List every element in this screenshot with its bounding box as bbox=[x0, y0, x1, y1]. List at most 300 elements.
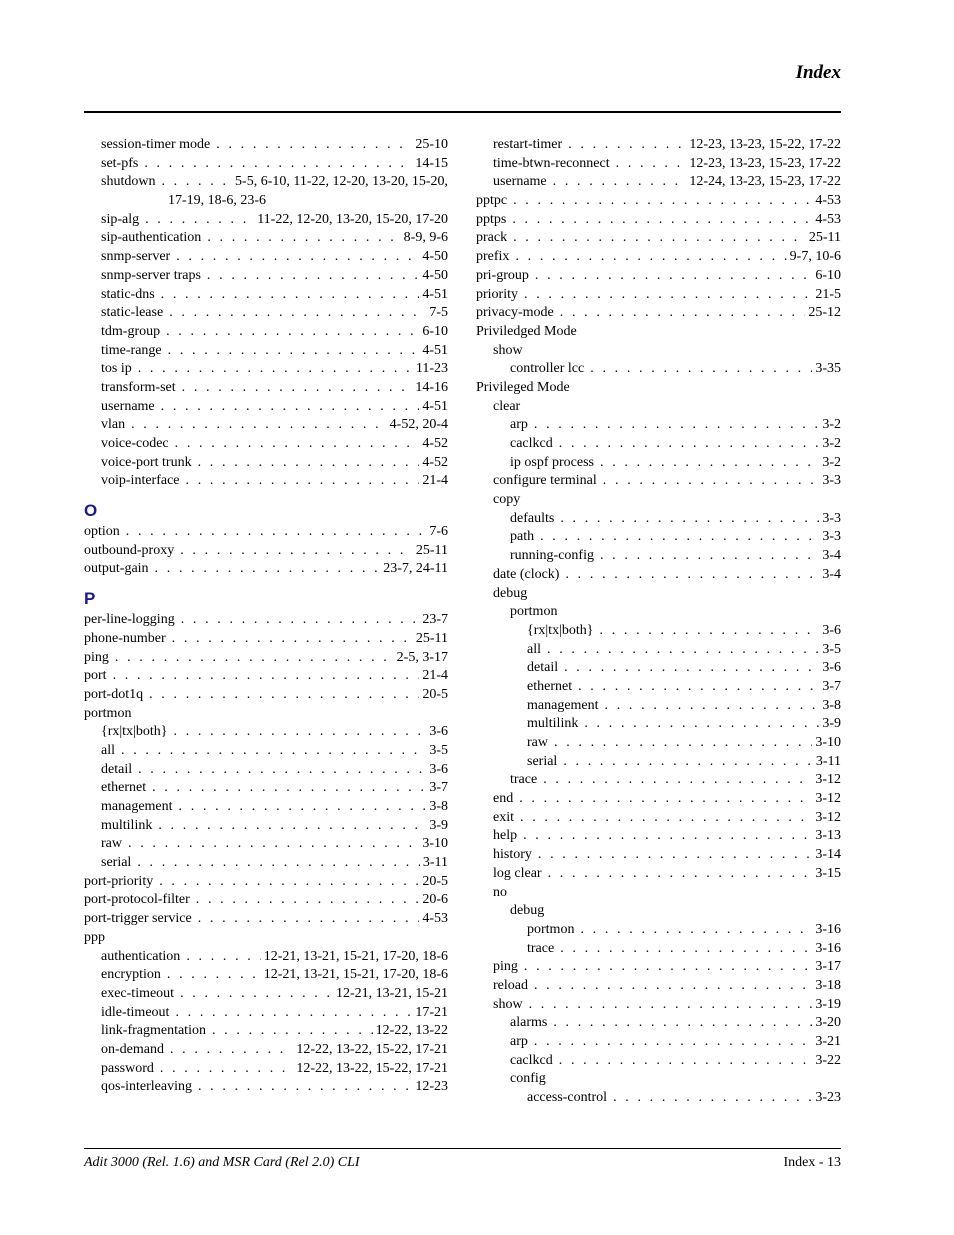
index-entry-term: log clear bbox=[493, 865, 542, 881]
index-entry-pages: 3-12 bbox=[815, 791, 841, 807]
index-entry-pages: 3-20 bbox=[815, 1015, 841, 1031]
index-entry-term: outbound-proxy bbox=[84, 542, 175, 558]
dot-leader bbox=[543, 771, 812, 790]
footer-page-number: Index - 13 bbox=[783, 1155, 841, 1170]
index-entry bbox=[476, 192, 841, 211]
index-entry-pages: 3-9 bbox=[822, 716, 841, 732]
index-entry-pages: 3-21 bbox=[815, 1034, 841, 1049]
index-entry bbox=[84, 686, 448, 705]
index-entry bbox=[84, 1022, 448, 1041]
dot-leader bbox=[216, 136, 412, 155]
index-entry bbox=[84, 1060, 448, 1079]
index-entry bbox=[84, 966, 448, 985]
index-column-right bbox=[476, 136, 841, 1108]
dot-leader bbox=[559, 435, 820, 454]
index-entry-pages: 4-50 bbox=[422, 249, 448, 265]
dot-leader bbox=[172, 630, 413, 649]
dot-leader bbox=[176, 248, 419, 267]
index-entry bbox=[84, 173, 448, 192]
dot-leader bbox=[131, 416, 387, 435]
dot-leader bbox=[169, 304, 426, 323]
dot-leader bbox=[137, 854, 420, 873]
index-entry bbox=[84, 454, 448, 473]
index-entry-term: multilink bbox=[527, 716, 579, 732]
dot-leader bbox=[547, 641, 819, 660]
index-entry-term: transform-set bbox=[101, 379, 176, 395]
index-entry bbox=[476, 641, 841, 660]
index-entry-pages: 12-24, 13-23, 15-23, 17-22 bbox=[689, 174, 841, 190]
index-entry-term: serial bbox=[101, 855, 132, 871]
index-entry-pages: 20-5 bbox=[422, 686, 448, 702]
index-entry bbox=[84, 667, 448, 686]
index-entry-pages: 3-4 bbox=[822, 548, 841, 564]
index-entry-term: arp bbox=[510, 1034, 528, 1049]
index-entry-pages: 4-51 bbox=[422, 398, 448, 414]
dot-leader bbox=[198, 1078, 412, 1097]
index-entry bbox=[84, 985, 448, 1004]
index-entry-pages: 12-23, 13-23, 15-22, 17-22 bbox=[689, 137, 841, 152]
dot-leader bbox=[170, 1041, 293, 1060]
index-entry-pages: 3-7 bbox=[429, 780, 448, 796]
index-group-heading: config bbox=[510, 1071, 546, 1087]
dot-leader bbox=[166, 323, 419, 342]
index-entry bbox=[84, 948, 448, 967]
index-entry bbox=[476, 921, 841, 940]
index-entry-term: raw bbox=[527, 735, 548, 750]
index-entry-pages: 3-6 bbox=[429, 761, 448, 777]
dot-leader bbox=[534, 977, 812, 996]
dot-leader bbox=[513, 229, 806, 248]
dot-leader bbox=[161, 398, 420, 417]
index-group-heading: clear bbox=[493, 398, 521, 414]
index-entry-pages: 3-2 bbox=[822, 436, 841, 451]
index-entry-term: serial bbox=[527, 753, 558, 769]
index-entry bbox=[476, 155, 841, 174]
index-entry bbox=[84, 1004, 448, 1023]
index-entry bbox=[476, 566, 841, 585]
index-entry-term: idle-timeout bbox=[101, 1004, 170, 1020]
index-group-heading: copy bbox=[493, 492, 521, 508]
index-entry-pages: 3-12 bbox=[815, 772, 841, 788]
index-entry-term: vlan bbox=[101, 417, 126, 433]
index-entry-pages: 23-7, 24-11 bbox=[383, 561, 448, 577]
index-entry-pages: 4-51 bbox=[422, 286, 448, 302]
dot-leader bbox=[175, 435, 420, 454]
index-entry bbox=[476, 472, 841, 491]
dot-leader bbox=[181, 611, 420, 630]
index-entry bbox=[84, 835, 448, 854]
index-entry-pages: 2-5, 3-17 bbox=[396, 649, 448, 665]
dot-leader bbox=[523, 827, 812, 846]
index-entry-pages: 25-11 bbox=[808, 230, 841, 246]
index-entry bbox=[476, 454, 841, 473]
index-entry bbox=[84, 649, 448, 668]
index-entry bbox=[84, 630, 448, 649]
index-group-heading: no bbox=[493, 884, 507, 900]
index-entry-term: date (clock) bbox=[493, 566, 560, 582]
dot-leader bbox=[580, 921, 812, 940]
index-entry-pages: 17-21 bbox=[415, 1004, 448, 1020]
index-entry-term: encryption bbox=[101, 967, 161, 983]
dot-leader bbox=[180, 985, 333, 1004]
index-entry-pages: 3-2 bbox=[822, 454, 841, 470]
dot-leader bbox=[535, 267, 812, 286]
index-entry-term: time-btwn-reconnect bbox=[493, 155, 610, 171]
index-entry bbox=[476, 211, 841, 230]
dot-leader bbox=[144, 155, 412, 174]
index-entry-term: port-trigger service bbox=[84, 911, 192, 927]
index-entry bbox=[476, 173, 841, 192]
dot-leader bbox=[600, 547, 819, 566]
index-entry-term: snmp-server bbox=[101, 249, 171, 265]
dot-leader bbox=[186, 472, 420, 491]
index-entry-term: shutdown bbox=[101, 174, 156, 190]
index-entry bbox=[84, 779, 448, 798]
index-entry bbox=[84, 723, 448, 742]
index-entry-term: reload bbox=[493, 977, 528, 993]
index-entry-term: voice-codec bbox=[101, 436, 169, 451]
dot-leader bbox=[553, 1014, 812, 1033]
index-entry-term: option bbox=[84, 524, 120, 540]
index-entry-term: pptpc bbox=[476, 193, 508, 209]
index-entry bbox=[84, 542, 448, 561]
index-entry bbox=[476, 827, 841, 846]
index-entry-term: priority bbox=[476, 286, 518, 302]
index-entry-term: sip-authentication bbox=[101, 230, 202, 246]
index-entry-pages: 4-53 bbox=[815, 211, 841, 227]
index-entry-term: session-timer mode bbox=[101, 137, 211, 152]
index-entry bbox=[84, 398, 448, 417]
index-entry-term: management bbox=[527, 697, 599, 713]
index-entry bbox=[476, 360, 841, 379]
dot-leader bbox=[584, 715, 819, 734]
index-entry bbox=[84, 761, 448, 780]
index-entry-pages: 12-22, 13-22 bbox=[375, 1023, 448, 1039]
index-group-heading: Privileged Mode bbox=[476, 379, 570, 395]
index-entry bbox=[476, 809, 841, 828]
index-entry bbox=[84, 286, 448, 305]
index-entry bbox=[476, 267, 841, 286]
index-entry-term: controller lcc bbox=[510, 361, 585, 377]
index-entry-term: defaults bbox=[510, 510, 555, 526]
index-entry-term: tos ip bbox=[101, 361, 132, 377]
index-entry-term: username bbox=[101, 398, 155, 414]
index-entry bbox=[84, 611, 448, 630]
index-entry-pages: 3-11 bbox=[422, 855, 448, 871]
dot-leader bbox=[212, 1022, 373, 1041]
index-entry bbox=[476, 865, 841, 884]
index-entry-term: password bbox=[101, 1060, 154, 1076]
index-entry bbox=[476, 304, 841, 323]
index-entry-term: configure terminal bbox=[493, 473, 597, 489]
index-group-heading: ppp bbox=[84, 929, 105, 945]
dot-leader bbox=[180, 542, 413, 561]
index-entry bbox=[84, 472, 448, 491]
dot-leader bbox=[590, 360, 812, 379]
index-entry-term: tdm-group bbox=[101, 323, 161, 339]
index-entry-term: qos-interleaving bbox=[101, 1079, 192, 1095]
index-entry-term: end bbox=[493, 791, 514, 807]
index-entry-pages: 7-6 bbox=[429, 524, 448, 540]
index-entry bbox=[84, 248, 448, 267]
index-entry bbox=[476, 622, 841, 641]
index-entry bbox=[476, 416, 841, 435]
index-entry-term: port-dot1q bbox=[84, 686, 144, 702]
index-entry-pages: 12-22, 13-22, 15-22, 17-21 bbox=[296, 1060, 448, 1076]
index-entry-term: trace bbox=[527, 940, 555, 956]
dot-leader bbox=[540, 528, 819, 547]
dot-leader bbox=[198, 910, 420, 929]
dot-leader bbox=[548, 865, 813, 884]
index-entry-term: port-protocol-filter bbox=[84, 892, 190, 908]
index-entry-pages: 3-17 bbox=[815, 959, 841, 975]
index-entry-term: snmp-server traps bbox=[101, 267, 201, 283]
index-entry-pages: 12-23, 13-23, 15-23, 17-22 bbox=[689, 155, 841, 171]
index-entry-term: ip ospf process bbox=[510, 454, 594, 470]
dot-leader bbox=[559, 1052, 813, 1071]
index-entry-pages: 21-4 bbox=[422, 473, 448, 489]
index-entry bbox=[476, 528, 841, 547]
index-entry-term: ping bbox=[493, 959, 518, 975]
index-entry-pages: 12-21, 13-21, 15-21, 17-20, 18-6 bbox=[263, 967, 448, 983]
index-entry-pages: 3-35 bbox=[815, 361, 841, 377]
index-entry-pages: 3-14 bbox=[815, 847, 841, 863]
index-section-letter: O bbox=[84, 501, 98, 521]
index-entry bbox=[84, 817, 448, 836]
index-entry-pages: 4-51 bbox=[422, 342, 448, 358]
index-entry-term: static-lease bbox=[101, 305, 164, 321]
index-entry bbox=[476, 715, 841, 734]
index-group-heading: debug bbox=[510, 903, 545, 919]
index-entry-term: alarms bbox=[510, 1015, 548, 1031]
index-entry bbox=[476, 286, 841, 305]
index-column-left bbox=[84, 136, 448, 1097]
dot-leader bbox=[174, 723, 427, 742]
dot-leader bbox=[538, 846, 812, 865]
index-entry-term: privacy-mode bbox=[476, 305, 554, 321]
index-entry-term: ping bbox=[84, 649, 109, 665]
index-entry-pages: 12-21, 13-21, 15-21, 17-20, 18-6 bbox=[263, 948, 448, 964]
index-entry-pages: 4-52 bbox=[422, 454, 448, 470]
index-entry bbox=[84, 854, 448, 873]
index-entry-term: caclkcd bbox=[510, 1052, 553, 1068]
index-entry bbox=[84, 742, 448, 761]
index-entry-pages: 4-53 bbox=[422, 911, 448, 927]
index-entry-term: authentication bbox=[101, 948, 181, 964]
index-entry bbox=[84, 379, 448, 398]
dot-leader bbox=[534, 416, 819, 435]
index-entry bbox=[476, 1033, 841, 1052]
dot-leader bbox=[126, 523, 427, 542]
index-entry-pages: 3-12 bbox=[815, 809, 841, 825]
dot-leader bbox=[149, 686, 419, 705]
index-entry-term: exit bbox=[493, 809, 514, 825]
index-entry-term: {rx|tx|both} bbox=[101, 724, 168, 740]
index-entry-pages: 3-5 bbox=[429, 742, 448, 758]
index-entry-term: time-range bbox=[101, 342, 162, 358]
index-entry bbox=[84, 229, 448, 248]
index-entry bbox=[476, 1014, 841, 1033]
header-rule bbox=[84, 111, 841, 113]
dot-leader bbox=[158, 817, 426, 836]
index-entry bbox=[476, 996, 841, 1015]
index-entry-pages: 3-8 bbox=[429, 799, 448, 814]
index-entry-term: port-priority bbox=[84, 873, 154, 889]
index-entry-pages: 4-52, 20-4 bbox=[389, 417, 448, 433]
dot-leader bbox=[520, 809, 812, 828]
dot-leader bbox=[605, 697, 820, 716]
index-entry bbox=[84, 891, 448, 910]
dot-leader bbox=[616, 155, 687, 174]
dot-leader bbox=[513, 192, 812, 211]
dot-leader bbox=[159, 873, 419, 892]
index-entry-term: {rx|tx|both} bbox=[527, 622, 594, 638]
index-entry bbox=[476, 771, 841, 790]
index-entry-pages: 3-3 bbox=[822, 510, 841, 526]
index-entry-pages: 6-10 bbox=[815, 267, 841, 283]
dot-leader bbox=[182, 379, 413, 398]
index-entry-term: voip-interface bbox=[101, 473, 180, 489]
dot-leader bbox=[196, 891, 420, 910]
index-entry-term: help bbox=[493, 828, 518, 844]
index-entry bbox=[476, 697, 841, 716]
index-entry-term: all bbox=[527, 641, 541, 657]
index-entry bbox=[84, 1041, 448, 1060]
index-entry bbox=[84, 360, 448, 379]
index-entry-pages: 3-10 bbox=[815, 735, 841, 750]
index-entry bbox=[476, 678, 841, 697]
index-entry-term: pptps bbox=[476, 211, 507, 227]
index-entry-pages: 12-22, 13-22, 15-22, 17-21 bbox=[296, 1041, 448, 1057]
index-entry-pages: 3-18 bbox=[815, 977, 841, 993]
index-entry bbox=[476, 940, 841, 959]
index-entry-term: arp bbox=[510, 417, 528, 433]
dot-leader bbox=[603, 472, 820, 491]
dot-leader bbox=[207, 267, 419, 286]
index-entry-term: link-fragmentation bbox=[101, 1023, 206, 1039]
index-entry bbox=[476, 977, 841, 996]
index-entry-pages: 20-5 bbox=[422, 873, 448, 889]
footer-document-title: Adit 3000 (Rel. 1.6) and MSR Card (Rel 2.0) CLI bbox=[84, 1155, 360, 1170]
index-entry-term: show bbox=[493, 996, 523, 1012]
index-entry-pages: 12-23 bbox=[415, 1079, 448, 1095]
index-entry-pages: 25-11 bbox=[415, 630, 448, 646]
index-entry-pages: 3-3 bbox=[822, 529, 841, 545]
index-entry-pages: 3-3 bbox=[822, 473, 841, 489]
index-group-heading: portmon bbox=[84, 705, 132, 721]
dot-leader bbox=[152, 779, 426, 798]
index-entry-pages: 3-4 bbox=[822, 566, 841, 582]
index-entry-pages: 3-8 bbox=[822, 697, 841, 713]
dot-leader bbox=[560, 940, 812, 959]
index-entry-pages: 3-23 bbox=[815, 1090, 841, 1106]
index-entry bbox=[476, 790, 841, 809]
index-entry-pages: 3-13 bbox=[815, 828, 841, 844]
index-entry bbox=[84, 416, 448, 435]
index-entry-pages: 3-22 bbox=[815, 1052, 841, 1068]
index-entry-term: prefix bbox=[476, 249, 510, 265]
index-entry bbox=[476, 1089, 841, 1108]
dot-leader bbox=[515, 248, 786, 267]
dot-leader bbox=[560, 304, 806, 323]
dot-leader bbox=[138, 761, 426, 780]
index-entry bbox=[476, 248, 841, 267]
index-entry bbox=[476, 229, 841, 248]
index-entry bbox=[476, 136, 841, 155]
dot-leader bbox=[128, 835, 419, 854]
index-entry-pages: 23-7 bbox=[422, 612, 448, 628]
index-entry-term: exec-timeout bbox=[101, 985, 175, 1001]
footer-rule bbox=[84, 1148, 841, 1149]
index-entry-pages: 25-11 bbox=[415, 542, 448, 558]
index-entry-pages: 8-9, 9-6 bbox=[403, 230, 448, 246]
index-entry bbox=[476, 753, 841, 772]
index-entry-pages: 9-7, 10-6 bbox=[789, 249, 841, 265]
index-entry-term: caclkcd bbox=[510, 436, 553, 451]
index-entry bbox=[476, 659, 841, 678]
dot-leader bbox=[565, 566, 819, 585]
index-entry-term: multilink bbox=[101, 817, 153, 833]
index-entry bbox=[84, 560, 448, 579]
dot-leader bbox=[613, 1089, 812, 1108]
index-entry-pages: 14-16 bbox=[415, 379, 448, 395]
index-entry-pages: 25-10 bbox=[415, 137, 448, 152]
index-entry bbox=[84, 873, 448, 892]
dot-leader bbox=[115, 649, 394, 668]
index-entry-term: path bbox=[510, 529, 535, 545]
index-entry bbox=[476, 1052, 841, 1071]
index-entry-pages: 3-6 bbox=[822, 660, 841, 676]
index-entry-term: detail bbox=[101, 761, 133, 777]
index-entry-term: detail bbox=[527, 660, 559, 676]
index-group-heading: show bbox=[493, 342, 523, 358]
index-entry-term: all bbox=[101, 742, 115, 758]
index-entry bbox=[84, 267, 448, 286]
dot-leader bbox=[524, 286, 812, 305]
page-header-title: Index bbox=[795, 62, 841, 83]
index-entry-pages: 3-19 bbox=[815, 996, 841, 1012]
index-entry-pages: 25-12 bbox=[808, 305, 841, 321]
index-group-heading: debug bbox=[493, 585, 528, 601]
index-entry bbox=[476, 547, 841, 566]
index-entry-term: output-gain bbox=[84, 561, 149, 577]
index-entry-pages: 3-16 bbox=[815, 940, 841, 956]
index-entry-pages: 12-21, 13-21, 15-21 bbox=[336, 985, 448, 1001]
index-entry-term: username bbox=[493, 174, 547, 190]
index-entry-term: static-dns bbox=[101, 286, 155, 302]
index-entry bbox=[476, 510, 841, 529]
index-entry-term: prack bbox=[476, 230, 508, 246]
dot-leader bbox=[568, 136, 686, 155]
index-entry-term: running-config bbox=[510, 548, 594, 564]
index-entry-continuation: 17-19, 18-6, 23-6 bbox=[168, 193, 266, 209]
dot-leader bbox=[554, 734, 812, 753]
dot-leader bbox=[186, 948, 260, 967]
index-entry-pages: 5-5, 6-10, 11-22, 12-20, 13-20, 15-20, bbox=[235, 174, 448, 190]
index-entry bbox=[84, 323, 448, 342]
dot-leader bbox=[512, 211, 812, 230]
dot-leader bbox=[553, 173, 687, 192]
index-entry-pages: 21-5 bbox=[815, 286, 841, 302]
index-entry-pages: 4-50 bbox=[422, 267, 448, 283]
index-entry bbox=[476, 435, 841, 454]
index-group-heading: portmon bbox=[510, 604, 558, 620]
dot-leader bbox=[534, 1033, 812, 1052]
index-entry-pages: 21-4 bbox=[422, 668, 448, 684]
index-entry-term: port bbox=[84, 668, 107, 684]
index-entry-pages: 3-9 bbox=[429, 817, 448, 833]
index-entry bbox=[84, 523, 448, 542]
